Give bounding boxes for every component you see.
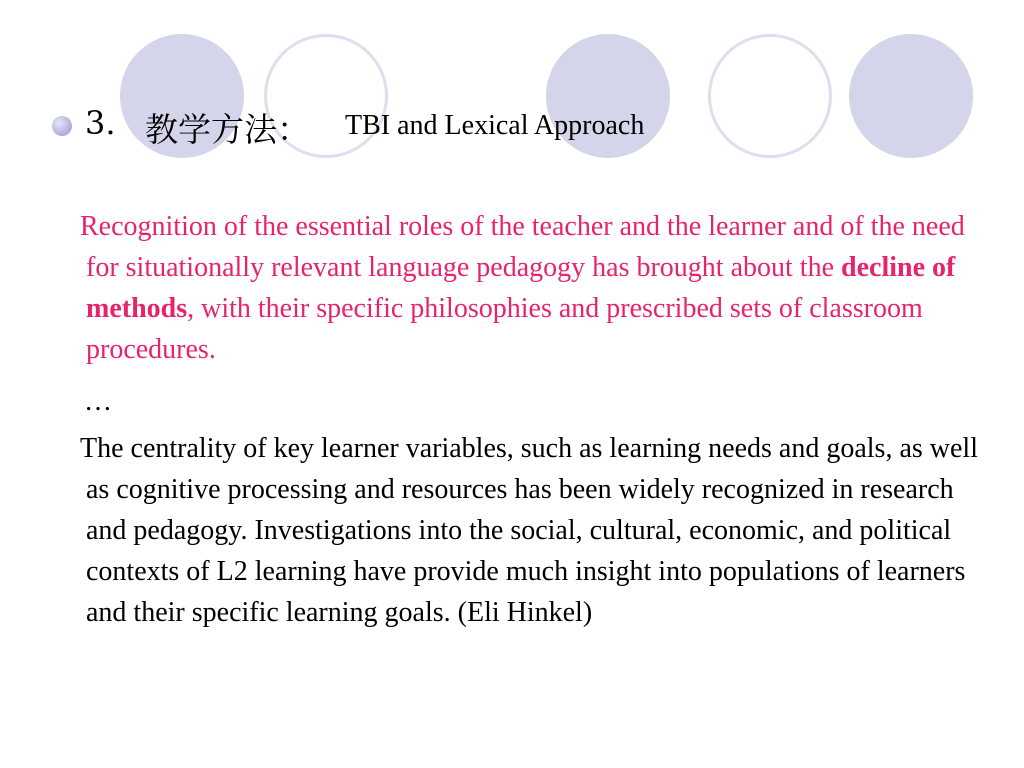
paragraph-learner-variables: [80, 428, 991, 633]
decor-circle-5: [849, 34, 973, 158]
bullet-icon: [52, 116, 72, 136]
paragraph2-text: The centrality of key learner variables, such as learning needs and goals, as well as cognitive processing and resources has been widely recognized in research and pedagogy. Investigations into the social, cultural, economic, and political contexts of L2 learning have provide much insight into populations of learners and their specific learning goals. (Eli Hinkel): [80, 433, 978, 628]
heading-title-chinese: 教学方法：: [145, 110, 310, 149]
heading-title-english: TBI and Lexical Approach: [345, 110, 645, 141]
paragraph1-bold-phrase: decline of methods: [86, 252, 956, 324]
paragraph1-text-before: Recognition of the essential roles of the teacher and the learner and of the need for situationally relevant language pedagogy has brought about the: [80, 211, 965, 283]
decor-circle-4: [708, 34, 832, 158]
ellipsis: …: [84, 386, 112, 417]
heading-number: 3.: [85, 104, 116, 142]
paragraph-decline-of-methods: [80, 206, 991, 370]
paragraph1-text-after: , with their specific philosophies and prescribed sets of classroom procedures.: [86, 293, 923, 365]
